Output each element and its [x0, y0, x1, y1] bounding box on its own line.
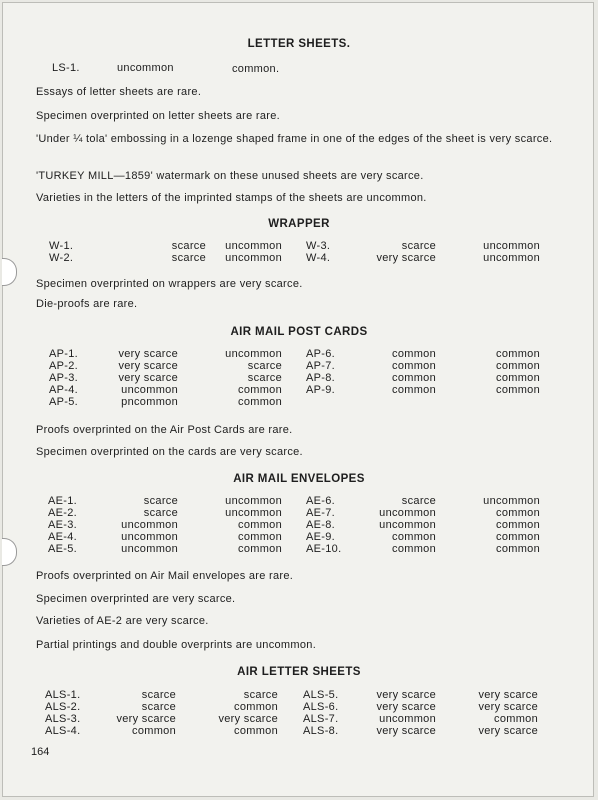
air-envelopes-right-row-3-b: common	[496, 519, 540, 531]
note-air-envelopes-2: Specimen overprinted are very scarce.	[36, 593, 236, 605]
air-post-cards-right-row-4-b: common	[496, 384, 540, 396]
heading-air-letter-sheets: AIR LETTER SHEETS	[237, 666, 361, 678]
air-envelopes-right-row-5-a: common	[392, 543, 436, 555]
air-post-cards-right-row-2-b: common	[496, 360, 540, 372]
air-letter-sheets-left-row-3-code: ALS-3.	[45, 713, 81, 725]
air-envelopes-right-row-5-code: AE-10.	[306, 543, 342, 555]
air-envelopes-left-row-2-a: scarce	[143, 507, 178, 519]
air-post-cards-right-row-2-code: AP-7.	[306, 360, 336, 372]
air-letter-sheets-left-row-2-a: scarce	[141, 701, 176, 713]
air-letter-sheets-right-row-1-a: very scarce	[376, 689, 436, 701]
air-letter-sheets-left-row-2-b: common	[234, 701, 278, 713]
air-post-cards-right-row-4-code: AP-9.	[306, 384, 336, 396]
air-post-cards-left-row-3-b: scarce	[247, 372, 282, 384]
air-post-cards-left-row-1-b: uncommon	[225, 348, 282, 360]
air-envelopes-left-row-4-code: AE-4.	[48, 531, 78, 543]
air-envelopes-right-row-3-code: AE-8.	[306, 519, 336, 531]
air-post-cards-right-row-4-a: common	[392, 384, 436, 396]
air-post-cards-left-row-2-code: AP-2.	[49, 360, 79, 372]
wrapper-right-row-2-b: uncommon	[483, 252, 540, 264]
wrapper-right-row-1-a: scarce	[401, 240, 436, 252]
air-post-cards-left-row-3-a: very scarce	[118, 372, 178, 384]
air-letter-sheets-left-row-3-b: very scarce	[218, 713, 278, 725]
air-envelopes-left-row-2-b: uncommon	[225, 507, 282, 519]
air-letter-sheets-right-row-3-a: uncommon	[379, 713, 436, 725]
note-air-envelopes-1: Proofs overprinted on Air Mail envelopes are rare.	[36, 570, 294, 582]
heading-air-post-cards: AIR MAIL POST CARDS	[230, 326, 368, 338]
air-post-cards-left-row-4-b: common	[238, 384, 282, 396]
air-post-cards-right-row-3-code: AP-8.	[306, 372, 336, 384]
wrapper-left-row-2-code: W-2.	[49, 252, 74, 264]
air-letter-sheets-left-row-1-a: scarce	[141, 689, 176, 701]
air-envelopes-left-row-2-code: AE-2.	[48, 507, 78, 519]
air-letter-sheets-right-row-2-code: ALS-6.	[303, 701, 339, 713]
air-post-cards-left-row-4-a: uncommon	[121, 384, 178, 396]
air-post-cards-left-row-1-a: very scarce	[118, 348, 178, 360]
air-envelopes-right-row-4-a: common	[392, 531, 436, 543]
air-post-cards-left-row-5-a: pncommon	[121, 396, 178, 408]
air-letter-sheets-left-row-2-code: ALS-2.	[45, 701, 81, 713]
air-post-cards-left-row-4-code: AP-4.	[49, 384, 79, 396]
air-envelopes-right-row-3-a: uncommon	[379, 519, 436, 531]
note-air-envelopes-4: Partial printings and double overprints are uncommon.	[36, 639, 317, 651]
air-post-cards-left-row-1-code: AP-1.	[49, 348, 79, 360]
wrapper-left-row-1-a: scarce	[171, 240, 206, 252]
wrapper-right-row-1-b: uncommon	[483, 240, 540, 252]
air-envelopes-right-row-2-code: AE-7.	[306, 507, 336, 519]
air-letter-sheets-right-row-2-b: very scarce	[478, 701, 538, 713]
air-post-cards-right-row-3-b: common	[496, 372, 540, 384]
heading-air-envelopes: AIR MAIL ENVELOPES	[233, 473, 365, 485]
air-envelopes-left-row-5-a: uncommon	[121, 543, 178, 555]
air-letter-sheets-right-row-3-code: ALS-7.	[303, 713, 339, 725]
wrapper-left-row-1-b: uncommon	[225, 240, 282, 252]
air-envelopes-right-row-4-b: common	[496, 531, 540, 543]
note-air-post-cards-2: Specimen overprinted on the cards are very scarce.	[36, 446, 303, 458]
binder-hole-top	[2, 258, 17, 286]
air-post-cards-left-row-5-b: common	[238, 396, 282, 408]
air-envelopes-left-row-3-a: uncommon	[121, 519, 178, 531]
air-letter-sheets-right-row-2-a: very scarce	[376, 701, 436, 713]
note-wrapper-2: Die-proofs are rare.	[36, 298, 138, 310]
air-envelopes-right-row-5-b: common	[496, 543, 540, 555]
ls-1-unused: uncommon	[117, 62, 174, 74]
note-air-envelopes-3: Varieties of AE-2 are very scarce.	[36, 615, 209, 627]
air-post-cards-left-row-5-code: AP-5.	[49, 396, 79, 408]
air-envelopes-left-row-4-a: uncommon	[121, 531, 178, 543]
note-letter-sheets-3: 'Under ¼ tola' embossing in a lozenge shaped frame in one of the edges of the sheet is very scarce.	[36, 133, 553, 145]
note-letter-sheets-5: Varieties in the letters of the imprinted stamps of the sheets are uncommon.	[36, 192, 427, 204]
air-envelopes-left-row-4-b: common	[238, 531, 282, 543]
air-post-cards-left-row-2-b: scarce	[247, 360, 282, 372]
note-letter-sheets-4: 'TURKEY MILL—1859' watermark on these unused sheets are very scarce.	[36, 170, 424, 182]
air-envelopes-right-row-1-a: scarce	[401, 495, 436, 507]
note-letter-sheets-2: Specimen overprinted on letter sheets are rare.	[36, 110, 280, 122]
air-post-cards-right-row-3-a: common	[392, 372, 436, 384]
wrapper-right-row-2-a: very scarce	[376, 252, 436, 264]
air-letter-sheets-right-row-4-b: very scarce	[478, 725, 538, 737]
air-envelopes-left-row-1-a: scarce	[143, 495, 178, 507]
air-letter-sheets-left-row-1-code: ALS-1.	[45, 689, 81, 701]
air-envelopes-right-row-1-b: uncommon	[483, 495, 540, 507]
air-post-cards-right-row-1-b: common	[496, 348, 540, 360]
page-number: 164	[31, 746, 50, 758]
air-envelopes-right-row-1-code: AE-6.	[306, 495, 336, 507]
heading-wrapper: WRAPPER	[268, 218, 330, 230]
air-letter-sheets-left-row-1-b: scarce	[243, 689, 278, 701]
note-air-post-cards-1: Proofs overprinted on the Air Post Cards are rare.	[36, 424, 293, 436]
air-envelopes-right-row-2-a: uncommon	[379, 507, 436, 519]
wrapper-left-row-1-code: W-1.	[49, 240, 74, 252]
wrapper-right-row-2-code: W-4.	[306, 252, 331, 264]
wrapper-right-row-1-code: W-3.	[306, 240, 331, 252]
air-letter-sheets-right-row-4-code: ALS-8.	[303, 725, 339, 737]
air-envelopes-left-row-5-code: AE-5.	[48, 543, 78, 555]
air-envelopes-right-row-4-code: AE-9.	[306, 531, 336, 543]
air-letter-sheets-right-row-1-b: very scarce	[478, 689, 538, 701]
air-letter-sheets-right-row-3-b: common	[494, 713, 538, 725]
air-post-cards-right-row-2-a: common	[392, 360, 436, 372]
air-envelopes-left-row-1-b: uncommon	[225, 495, 282, 507]
air-envelopes-left-row-3-code: AE-3.	[48, 519, 78, 531]
ls-1-used: common.	[232, 63, 280, 75]
note-wrapper-1: Specimen overprinted on wrappers are very scarce.	[36, 278, 303, 290]
heading-letter-sheets: LETTER SHEETS.	[247, 38, 351, 50]
note-letter-sheets-1: Essays of letter sheets are rare.	[36, 86, 202, 98]
air-letter-sheets-left-row-4-b: common	[234, 725, 278, 737]
air-envelopes-left-row-1-code: AE-1.	[48, 495, 78, 507]
air-envelopes-left-row-5-b: common	[238, 543, 282, 555]
air-letter-sheets-right-row-1-code: ALS-5.	[303, 689, 339, 701]
air-letter-sheets-left-row-4-code: ALS-4.	[45, 725, 81, 737]
wrapper-left-row-2-a: scarce	[171, 252, 206, 264]
air-post-cards-left-row-2-a: very scarce	[118, 360, 178, 372]
air-envelopes-right-row-2-b: common	[496, 507, 540, 519]
air-letter-sheets-left-row-4-a: common	[132, 725, 176, 737]
air-letter-sheets-left-row-3-a: very scarce	[116, 713, 176, 725]
air-post-cards-right-row-1-code: AP-6.	[306, 348, 336, 360]
air-post-cards-right-row-1-a: common	[392, 348, 436, 360]
air-envelopes-left-row-3-b: common	[238, 519, 282, 531]
ls-1-code: LS-1.	[52, 62, 80, 74]
binder-hole-bottom	[2, 538, 17, 566]
wrapper-left-row-2-b: uncommon	[225, 252, 282, 264]
air-letter-sheets-right-row-4-a: very scarce	[376, 725, 436, 737]
air-post-cards-left-row-3-code: AP-3.	[49, 372, 79, 384]
